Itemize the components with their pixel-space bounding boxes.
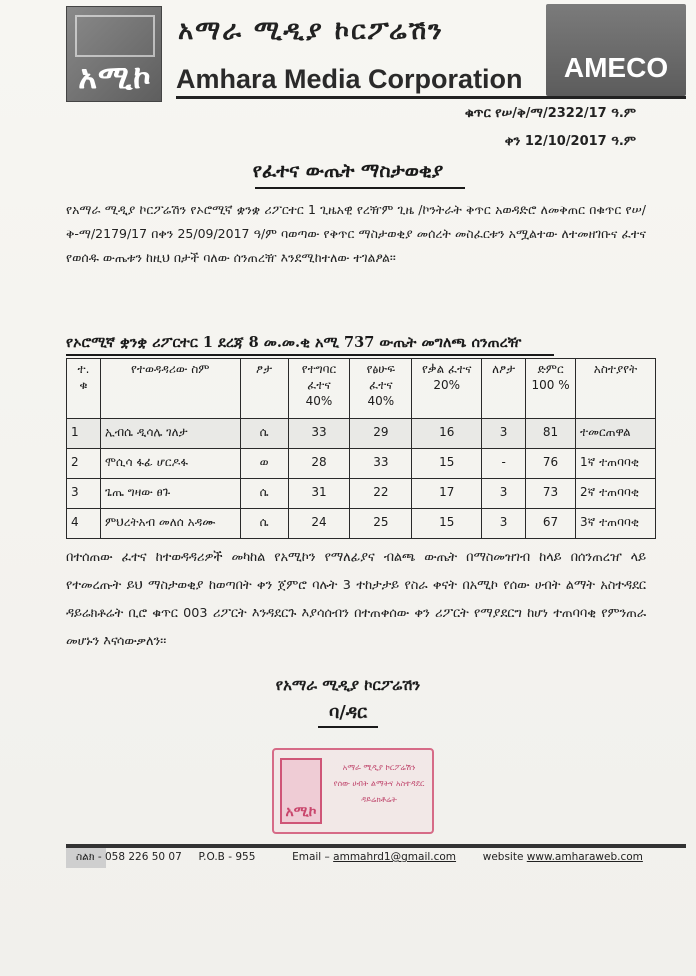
results-table: [66, 358, 656, 539]
stamp-line-2: የሰው ሀብት ልማትና አስተዳደር: [333, 779, 425, 788]
table-header-cell: ተ. ቁ: [67, 359, 101, 419]
stamp-logo-text: አሚኮ: [285, 804, 317, 820]
cell-sex: ሴ: [240, 479, 288, 509]
title-underline: [255, 187, 465, 189]
cell-no: 2: [67, 449, 101, 479]
footer-phone: ስልክ - 058 226 50 07: [76, 851, 182, 863]
table-header-cell: ፆታ: [240, 359, 288, 419]
org-name-amharic: አማራ ሚዲያ ኮርፖሬሽን: [178, 16, 444, 46]
cell-no: 1: [67, 419, 101, 449]
signature-place: ባ/ዳር: [328, 702, 368, 723]
cell-gender-bonus: -: [482, 449, 526, 479]
footer-pob: P.O.B - 955: [198, 851, 256, 863]
cell-gender-bonus: 3: [482, 509, 526, 539]
table-row: [67, 509, 656, 539]
table-header-cell: አስተያየት: [576, 359, 656, 419]
cell-written: 33: [350, 449, 412, 479]
footer-email-label: Email –: [292, 851, 330, 863]
cell-remark: ተመርጠዋል: [576, 419, 656, 449]
table-header-cell: የቃል ፈተና 20%: [412, 359, 482, 419]
cell-name: ጌጤ ግዛው ፀጉ: [100, 479, 240, 509]
ameco-badge: [546, 4, 686, 96]
table-body: [67, 419, 656, 539]
cell-practical: 24: [288, 509, 350, 539]
cell-name: ኢብሴ ዲሳሌ ገለታ: [100, 419, 240, 449]
stamp-line-3: ዳይሬክቶሬት: [361, 795, 397, 804]
cell-gender-bonus: 3: [482, 479, 526, 509]
cell-total: 81: [526, 419, 576, 449]
intro-paragraph: የአማራ ሚዲያ ኮርፖሬሽን የኦሮሚኛ ቋንቋ ሪፖርተር 1 ጊዜአዊ የረዥም ጊዜ /ኮንትራት ቅጥር አወዳድሮ ለመቅጠር በቁጥር የሠ/ቅ-ማ/2179/17 በቀን 25/09/2017 ዓ/ም ባወጣው የቅጥር ማስታወቂያ መሰረት መስፈርቱን አሟልተው ለተመዘገቡና ፈተና የወሰዱ ውጤቱን ከዚህ በታች ባለው ሰንጠረዥ እንደሚከተለው ተገልፆል፡፡: [66, 202, 646, 265]
cell-written: 22: [350, 479, 412, 509]
cell-no: 4: [67, 509, 101, 539]
table-header-cell: የተግባር ፈተና 40%: [288, 359, 350, 419]
cell-oral: 15: [412, 449, 482, 479]
footer-email-link[interactable]: ammahrd1@gmail.com: [333, 851, 457, 863]
table-header-cell: ለፆታ: [482, 359, 526, 419]
ameco-badge-text: AMECO: [563, 52, 669, 83]
table-header-row: [67, 359, 656, 419]
stamp-line-1: አማራ ሚዲያ ኮርፖሬሽን: [342, 763, 416, 772]
table-row: [67, 479, 656, 509]
footer-website-label: website: [482, 851, 524, 863]
cell-oral: 15: [412, 509, 482, 539]
logo-text: አሚኮ: [78, 58, 152, 96]
cell-name: ሞሲሳ ፋፊ ሆርዶፋ: [100, 449, 240, 479]
table-title: የኦሮሚኛ ቋንቋ ሪፖርተር 1 ደረጃ 8 መ.መ.ቂ አሚ 737 ውጤት መግለጫ ሰንጠረዥ: [66, 334, 522, 351]
cell-practical: 28: [288, 449, 350, 479]
table-title-underline: [66, 354, 554, 356]
cell-sex: ወ: [240, 449, 288, 479]
cell-sex: ሴ: [240, 419, 288, 449]
cell-total: 76: [526, 449, 576, 479]
cell-remark: 2ኛ ተጠባባቂ: [576, 479, 656, 509]
table-header-cell: የተወዳዳሪው ስም: [100, 359, 240, 419]
closing-paragraph: በተሰጠው ፈተና ከተወዳዳሪዎች መካከል የአሚኮን የማለፊያና ብልጫ ውጤት በማስመዝገብ ከላይ በሰንጠረዠ ላይ የተመረጡት ይህ ማስታወቂያ ከወጣበት ቀን ጀምሮ ባሉት 3 ተከታታይ የስራ ቀናት በአሚኮ የሰው ሀብት ልማት አስተዳደር ዳይሬክቶሬት ቢሮ ቁጥር 003 ሪፖርት እንዳደርጉ እያሳሰብን በተጠቀሰው ቀን ሪፖርት የማያደርግ ከሆነ ተጠባባቂ የምንጠራ መሆኑን እናሳውቃለን፡፡: [66, 550, 646, 649]
cell-total: 73: [526, 479, 576, 509]
cell-written: 29: [350, 419, 412, 449]
cell-remark: 1ኛ ተጠባባቂ: [576, 449, 656, 479]
cell-name: ምህረትአብ መለሰ አዳሙ: [100, 509, 240, 539]
cell-no: 3: [67, 479, 101, 509]
document-title: የፈተና ውጤት ማስታወቂያ: [252, 160, 444, 182]
cell-oral: 17: [412, 479, 482, 509]
signature-org: የአማራ ሚዲያ ኮርፖሬሽን: [275, 676, 421, 694]
reference-number: ቁጥር የሠ/ቅ/ማ/2322/17 ዓ.ም: [464, 106, 636, 121]
cell-total: 67: [526, 509, 576, 539]
official-stamp: [272, 748, 434, 834]
cell-sex: ሴ: [240, 509, 288, 539]
logo-frame-decoration: [75, 15, 155, 57]
table-row: [67, 419, 656, 449]
cell-practical: 31: [288, 479, 350, 509]
stamp-logo: [280, 758, 322, 824]
signature-underline: [318, 726, 378, 728]
document-date: ቀን 12/10/2017 ዓ.ም: [504, 134, 636, 149]
header-rule: [176, 96, 686, 99]
cell-gender-bonus: 3: [482, 419, 526, 449]
footer-rule: [66, 844, 686, 848]
table-header-cell: የፅሁፍ ፈተና 40%: [350, 359, 412, 419]
cell-written: 25: [350, 509, 412, 539]
org-name-english: Amhara Media Corporation: [176, 64, 523, 94]
table-row: [67, 449, 656, 479]
cell-oral: 16: [412, 419, 482, 449]
cell-remark: 3ኛ ተጠባባቂ: [576, 509, 656, 539]
footer: [76, 851, 643, 864]
footer-website-link[interactable]: www.amharaweb.com: [526, 851, 643, 863]
cell-practical: 33: [288, 419, 350, 449]
amhara-media-logo: [66, 6, 162, 102]
table-header-cell: ድምር 100 %: [526, 359, 576, 419]
